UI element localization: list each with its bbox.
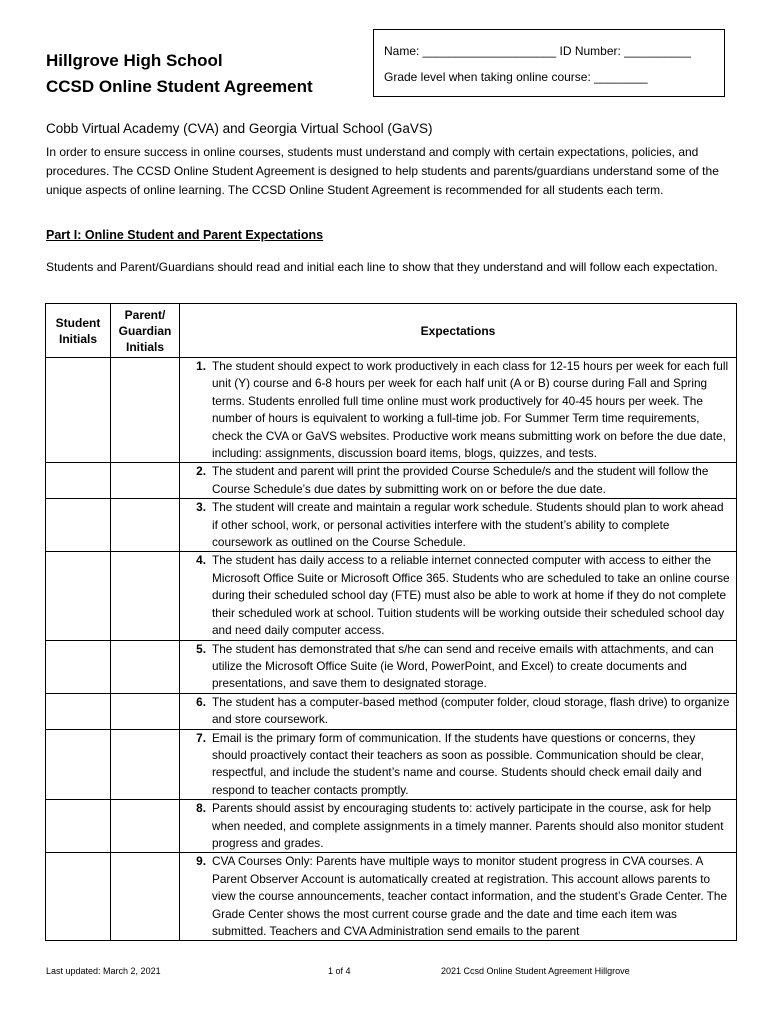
parent-initials-cell[interactable] (111, 358, 180, 463)
item-number: 9. (196, 854, 206, 869)
expectations-header: Expectations (180, 304, 737, 358)
school-name: Hillgrove High School (46, 51, 223, 70)
parent-initials-cell[interactable] (111, 693, 180, 729)
student-initials-cell[interactable] (46, 499, 111, 552)
footer-updated: Last updated: March 2, 2021 (46, 966, 161, 976)
item-text: CVA Courses Only: Parents have multiple ways to monitor student progress in CVA courses. A Parent Observer Account is automatically created at registration. This account allows parents to view the course announcements, teacher contact information, and the student’s Grade Center. The Grade Center shows the most current course grade and the date and time each item was submitted. Teachers and CVA Administration send emails to the parent (212, 854, 728, 938)
student-initials-cell[interactable] (46, 729, 111, 800)
item-text: The student has demonstrated that s/he can send and receive emails with attachments, and can utilize the Microsoft Office Suite (ie Word, PowerPoint, and Excel) to create documents and presentations, and save them to designated storage. (212, 641, 714, 691)
intro-paragraph: In order to ensure success in online courses, students must understand and comply with certain expectations, policies, and procedures. The CCSD Online Student Agreement is designed to help students and parents/guardians understand some of the unique aspects of online learning. The CCSD Online Student Agreement is recommended for all students each term. (46, 145, 719, 197)
parent-initials-cell[interactable] (111, 499, 180, 552)
footer-page-number: 1 of 4 (328, 966, 351, 976)
student-initials-cell[interactable] (46, 853, 111, 941)
item-text: Email is the primary form of communication. If the students have questions or concerns, they should proactively contact their teachers as soon as possible. Communication should be clear, respectful, and include the student’s name and course. Students should check email daily and respond to teacher contacts promptly. (212, 730, 704, 797)
student-initials-header: Student Initials (46, 304, 111, 358)
table-row (46, 853, 737, 941)
document-title: CCSD Online Student Agreement (46, 77, 313, 96)
item-text: The student has daily access to a reliable internet connected computer with access to either the Microsoft Office Suite or Microsoft Office 365. Students who are scheduled to take an online course during their scheduled school day (FTE) must also be able to work at home if they do not complete their scheduled work at school. Tuition students will be working outside their scheduled school day and need daily computer access. (212, 553, 730, 638)
item-number: 8. (196, 801, 206, 816)
item-number: 2. (196, 464, 206, 479)
table-row (46, 499, 737, 552)
parent-initials-cell[interactable] (111, 640, 180, 693)
item-number: 5. (196, 641, 206, 656)
table-row (46, 800, 737, 853)
parent-initials-cell[interactable] (111, 853, 180, 941)
parent-initials-header: Parent/ Guardian Initials (111, 304, 180, 358)
header-titles (46, 48, 313, 100)
item-text: The student and parent will print the provided Course Schedule/s and the student will follow the Course Schedule’s due dates by submitting work on or before the due date. (212, 464, 709, 496)
student-initials-cell[interactable] (46, 463, 111, 499)
grade-level-line: Grade level when taking online course: ________ (384, 70, 648, 84)
expectations-table (45, 303, 737, 941)
item-number: 6. (196, 694, 206, 709)
student-initials-cell[interactable] (46, 640, 111, 693)
item-number: 3. (196, 500, 206, 515)
parent-initials-cell[interactable] (111, 800, 180, 853)
name-id-line: Name: ____________________ ID Number: __________ (384, 44, 691, 58)
footer-document-name: 2021 Ccsd Online Student Agreement Hillgrove (441, 966, 630, 976)
table-row (46, 693, 737, 729)
parent-initials-cell[interactable] (111, 463, 180, 499)
student-initials-cell[interactable] (46, 693, 111, 729)
part1-instructions: Students and Parent/Guardians should read and initial each line to show that they understand and will follow each expectation. (46, 260, 718, 274)
student-info-box (373, 29, 725, 97)
table-row (46, 729, 737, 800)
student-initials-cell[interactable] (46, 552, 111, 640)
table-row (46, 358, 737, 463)
item-number: 1. (196, 359, 206, 373)
item-number: 4. (196, 553, 206, 568)
item-text: The student has a computer-based method (computer folder, cloud storage, flash drive) to organize and store coursework. (212, 694, 730, 727)
schools-subtitle: Cobb Virtual Academy (CVA) and Georgia Virtual School (GaVS) (46, 121, 433, 136)
item-text: The student will create and maintain a regular work schedule. Students should plan to work ahead if other school, work, or personal activities interfere with the student’s ability to complete coursework as outlined on the Course Schedule. (212, 500, 724, 550)
table-row (46, 552, 737, 640)
item-text: The student should expect to work productively in each class for 12-15 hours per week for each full unit (Y) course and 6-8 hours per week for each half unit (A or B) course during Fall and Spring terms. Students enrolled full time online must work productively for 40-45 hours per week. The number of hours is equivalent to working a full-time job. For Summer Term time requirements, check the CVA or GaVS websites. Productive work means submitting work on before the due date, including: assignments, discussion board items, blogs, quizzes, and tests. (212, 359, 729, 461)
table-row (46, 640, 737, 693)
parent-initials-cell[interactable] (111, 552, 180, 640)
parent-initials-cell[interactable] (111, 729, 180, 800)
item-text: Parents should assist by encouraging students to: actively participate in the course, ask for help when needed, and complete assignments in a timely manner. Parents should also monitor student progress and grades. (212, 801, 724, 850)
student-initials-cell[interactable] (46, 800, 111, 853)
part1-heading: Part I: Online Student and Parent Expectations (46, 228, 324, 242)
student-initials-cell[interactable] (46, 358, 111, 463)
item-number: 7. (196, 730, 206, 745)
table-row (46, 463, 737, 499)
